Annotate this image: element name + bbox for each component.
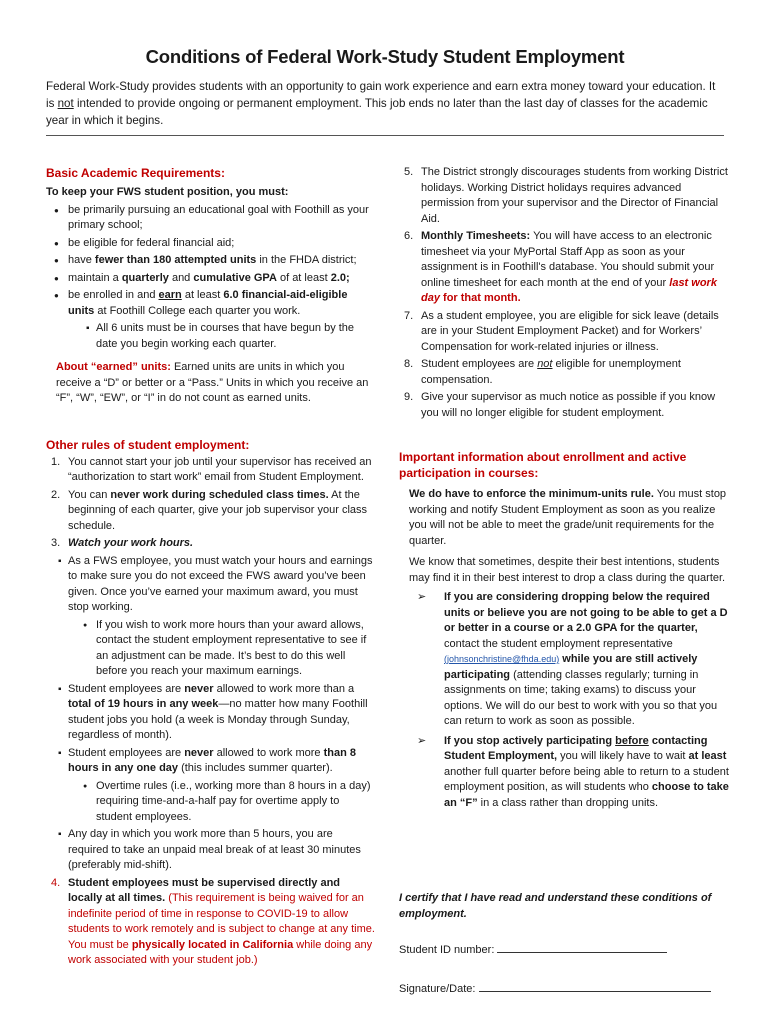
list-item: 2. You can never work during scheduled class times. At the beginning of each quarter, give your job supervisor your class schedule. bbox=[51, 488, 368, 532]
list-sub-item: ▪ All 6 units must be in courses that have begun by the date you begin working each quarter. bbox=[46, 321, 376, 352]
list-item: 3. Watch your work hours. bbox=[51, 537, 194, 549]
list-sub-item: ▪ Any day in which you work more than 5 hours, you are required to take an unpaid meal break of at least 30 minutes (preferably mid-shift). bbox=[48, 827, 376, 874]
list-item: 4. Student employees must be supervised directly and locally at all times. (This requirement is being waived for an indefinite period of time in response to COVID-19 to allow students to work remotely and is subject to change at any time. You must be physically located in California while doing any work associated with your student job.) bbox=[51, 876, 375, 966]
list-item: ● be primarily pursuing an educational goal with Foothill as your primary school; bbox=[46, 203, 376, 234]
list-item: 6. Monthly Timesheets: You will have access to an electronic timesheet via your MyPortal Staff App as soon as your assignment is in Foothill's database. You should submit your online timesheet for each month at the end of your last work day for that month. bbox=[404, 230, 717, 304]
page-title: Conditions of Federal Work-Study Student Employment bbox=[145, 46, 625, 67]
arrow-bullet-icon: ➢ bbox=[417, 734, 427, 747]
drop-class-paragraph: We know that sometimes, despite their best intentions, students may find it in their best interest to drop a class during the quarter. bbox=[409, 556, 726, 584]
list-sub-item: ▪ Student employees are never allowed to work more than a total of 19 hours in any week—no matter how many Foothill student jobs you hold (a week is Monday through Sunday, regardless of month). bbox=[48, 682, 376, 744]
list-item: 7. As a student employee, you are eligible for sick leave (details are in your Student Employment Packet) and for Workers’ Compensation for work-related injuries or illness. bbox=[404, 309, 719, 353]
list-item: ● be eligible for federal financial aid; bbox=[46, 236, 376, 252]
important-info-heading: Important information about enrollment and active participation in courses: bbox=[399, 450, 687, 480]
basic-requirements-list bbox=[46, 203, 376, 353]
list-item: 9. Give your supervisor as much notice as possible if you know you will no longer eligible for student employment. bbox=[404, 391, 716, 419]
basic-requirements-subheading: To keep your FWS student position, you must: bbox=[46, 186, 289, 198]
list-item: 1. You cannot start your job until your supervisor has received an “authorization to start work” email from Student Employment. bbox=[51, 455, 372, 483]
list-item: ● have fewer than 180 attempted units in the FHDA district; bbox=[46, 253, 376, 269]
signature-date-field[interactable]: Signature/Date: bbox=[399, 981, 729, 998]
minimum-units-paragraph: We do have to enforce the minimum-units rule. You must stop working and notify Student Employment as soon as you realize you will not be able to meet the grade/unit requirements for the quarter. bbox=[409, 488, 727, 547]
list-item: 8. Student employees are not eligible for unemployment compensation. bbox=[404, 358, 681, 386]
email-link[interactable]: (johnsonchristine@fhda.edu) bbox=[444, 654, 560, 664]
left-column bbox=[46, 165, 376, 969]
list-sub-item: ▪ As a FWS employee, you must watch your hours and earnings to make sure you do not exceed the FWS award you’ve been given. Once you’ve earned your maximum award, you must stop working. bbox=[48, 554, 376, 616]
other-rules-heading: Other rules of student employment: bbox=[46, 437, 250, 452]
earned-units-note: About “earned” units: Earned units are units in which you receive a “D” or better or a “Pass.” Units in which you receive an “F”, “W”, “EW”, or “I” in do not count as earned units. bbox=[56, 361, 369, 404]
list-sub-item: ▪ Student employees are never allowed to work more than 8 hours in any one day (this includes summer quarter). bbox=[48, 746, 376, 777]
stop-participating-item: ➢ If you stop actively participating before contacting Student Employment, you will likely have to wait at least another full quarter before being able to return to a student employment position, as will students who choose to take an “F” in a class rather than dropping units. bbox=[417, 734, 729, 809]
basic-requirements-heading: Basic Academic Requirements: bbox=[46, 166, 225, 180]
list-sub-item: ● Overtime rules (i.e., working more than 8 hours in a day) requiring time-and-a-half pay for overtime apply to student employees. bbox=[46, 779, 376, 826]
arrow-bullet-icon: ➢ bbox=[417, 591, 427, 603]
other-rules-list bbox=[46, 455, 376, 969]
list-item: 5. The District strongly discourages students from working District holidays. Working District holidays requires advanced permission from your supervisor and the Director of Financial Aid. bbox=[404, 166, 728, 225]
dropping-units-item: ➢ If you are considering dropping below the required units or believe you are not going to be able to get a D or better in a course or a 2.0 GPA for the quarter, contact the student employment representative (johnsonchristine@fhda.edu) while you are still actively participating (attending classes regularly; turning in assignments on time; taking exams) to discuss your options. We will do our best to work with you so that you can return to work as soon as possible. bbox=[417, 591, 728, 727]
intro-paragraph: Federal Work-Study provides students with an opportunity to gain work experience and earn extra money toward your education. It is not intended to provide ongoing or permanent employment. This job ends no later than the last day of classes for the academic year in which it begins. bbox=[46, 80, 716, 127]
list-sub-item: ● If you wish to work more hours than your award allows, contact the student employment representative to see if an adjustment can be made. It’s best to do this well before you reach your maximum earnings. bbox=[46, 618, 376, 680]
certification-statement: I certify that I have read and understand these conditions of employment. bbox=[399, 892, 712, 920]
rules-continued-list bbox=[399, 165, 729, 421]
list-item: ● maintain a quarterly and cumulative GPA of at least 2.0; bbox=[46, 271, 376, 287]
right-column bbox=[399, 165, 729, 997]
divider bbox=[46, 135, 724, 136]
list-item: ● be enrolled in and earn at least 6.0 financial-aid-eligible units at Foothill College each quarter you work. bbox=[46, 288, 376, 319]
student-id-field[interactable]: Student ID number: bbox=[399, 942, 729, 959]
